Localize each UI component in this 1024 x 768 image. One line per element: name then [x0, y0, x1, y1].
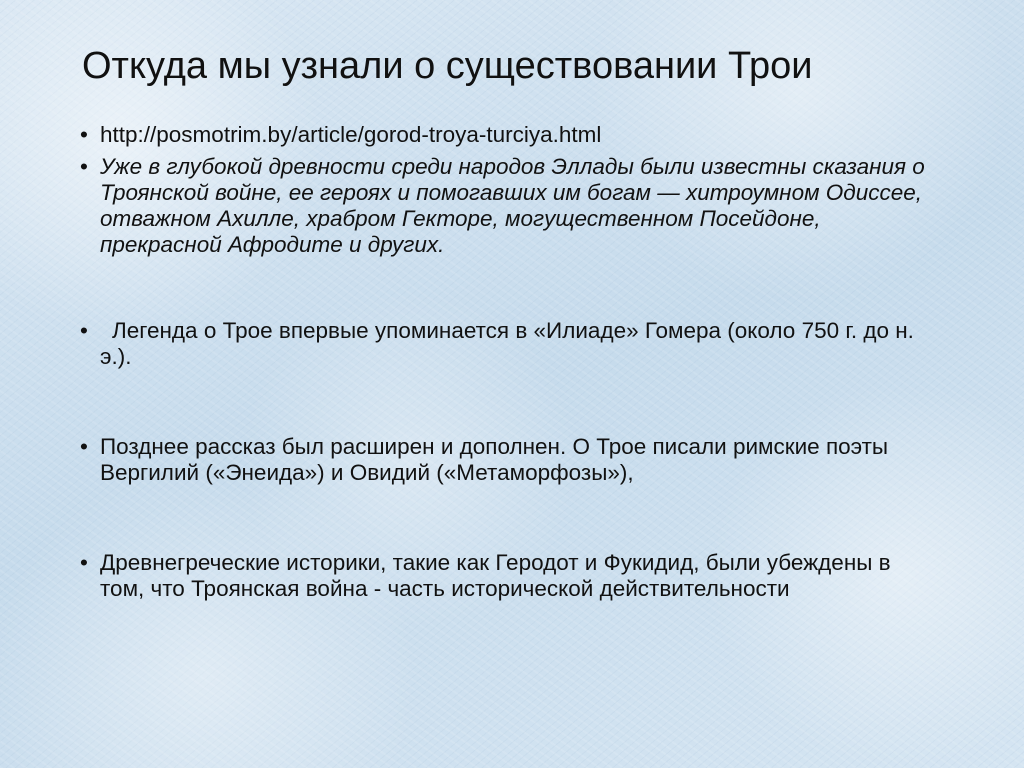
bullet-dot-icon: •: [80, 318, 88, 343]
bullet-dot-icon: •: [80, 550, 88, 575]
bullet-dot-icon: •: [80, 434, 88, 459]
bullet-list: [80, 122, 940, 602]
bullet-text: Уже в глубокой древности среди народов Эллады были известны сказания о Троянской войне, ее героях и помогавших им богам — хитроумном Одиссее, отважном Ахилле, храбром Гекторе, могущественном Посейдоне, прекрасной Афродите и других.: [100, 154, 925, 257]
bullet-dot-icon: •: [80, 154, 88, 179]
bullet-text: Позднее рассказ был расширен и дополнен. О Трое писали римские поэты Вергилий («Энеида») и Овидий («Метаморфозы»),: [100, 434, 889, 485]
bullet-text: Легенда о Трое впервые упоминается в «Илиаде» Гомера (около 750 г. до н. э.).: [100, 318, 914, 369]
bullet-text: Древнегреческие историки, такие как Геродот и Фукидид, были убеждены в том, что Троянская война - часть исторической действительности: [100, 550, 891, 601]
bullet-item-historians: [80, 550, 940, 602]
bullet-item-roman-poets: [80, 434, 940, 486]
bullet-item-iliad: [80, 318, 940, 370]
bullet-dot-icon: •: [80, 122, 88, 147]
bullet-item-source-link: [80, 122, 940, 148]
source-link[interactable]: http://posmotrim.by/article/gorod-troya-turciya.html: [100, 122, 602, 147]
bullet-item-ancient-legends: [80, 154, 940, 258]
slide-title: Откуда мы узнали о существовании Трои: [82, 45, 813, 87]
